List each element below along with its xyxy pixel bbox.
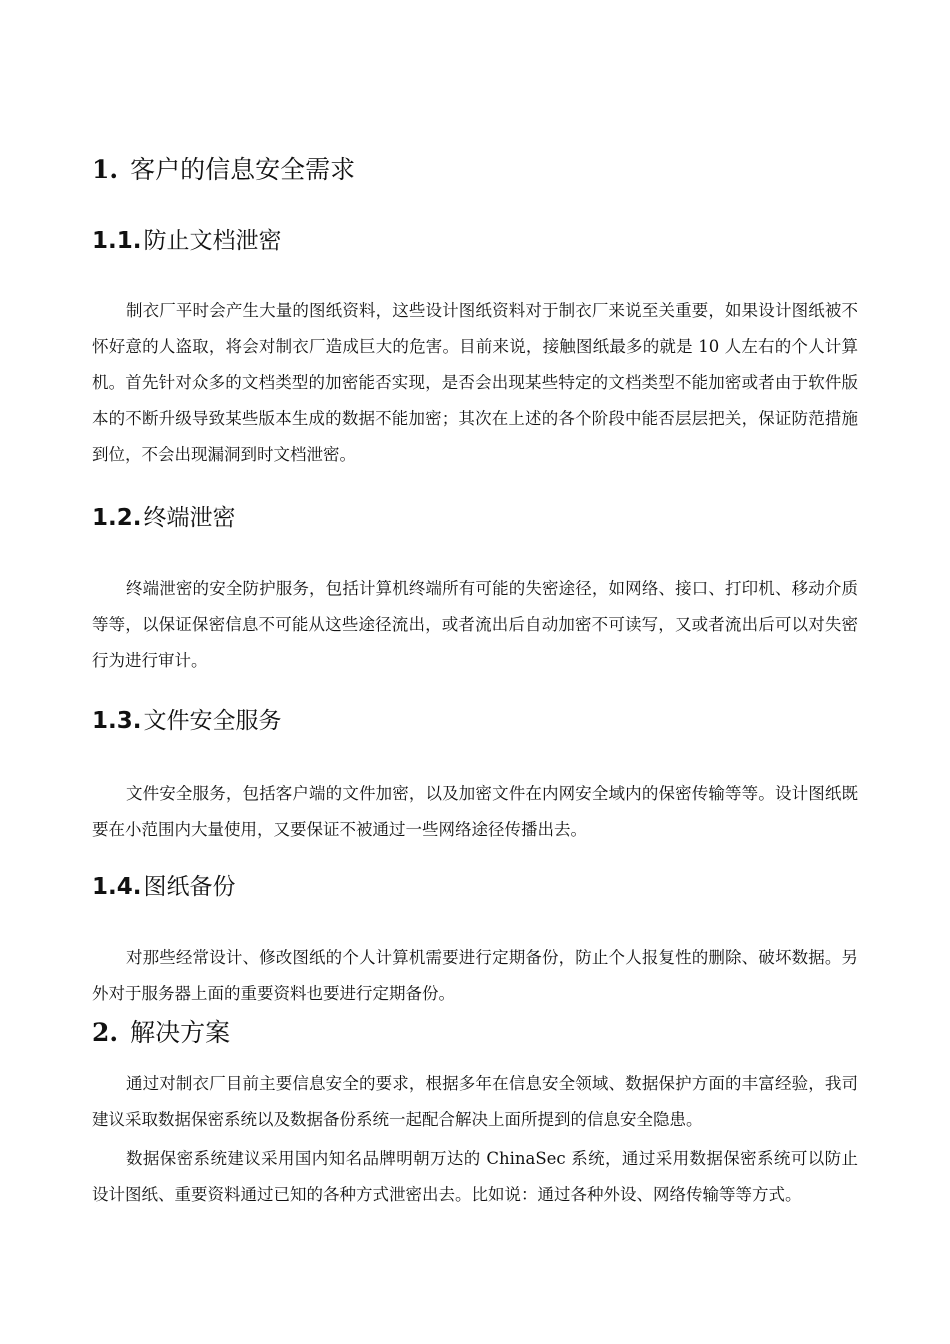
section-1-2-paragraph: 终端泄密的安全防护服务，包括计算机终端所有可能的失密途径，如网络、接口、打印机、移动介质等等，以保证保密信息不可能从这些途径流出，或者流出后自动加密不可读写，又或者流出后可以对失密行为进行审计。 — [92, 579, 858, 670]
section-2-title: 解决方案 — [130, 1018, 231, 1047]
section-1-3-number: 1.3. — [92, 708, 142, 734]
section-1-2-title: 终端泄密 — [143, 505, 236, 531]
section-1-4-number: 1.4. — [92, 874, 142, 900]
section-1-4-title: 图纸备份 — [143, 874, 236, 900]
section-1-heading — [92, 154, 355, 186]
section-1-4-heading — [92, 872, 235, 902]
section-1-number: 1. — [92, 155, 119, 184]
section-1-1-paragraph: 制衣厂平时会产生大量的图纸资料，这些设计图纸资料对于制衣厂来说至关重要，如果设计图纸被不怀好意的人盗取，将会对制衣厂造成巨大的危害。目前来说，接触图纸最多的就是 10 人左右的个人计算机。首先针对众多的文档类型的加密能否实现，是否会出现某些特定的文档类型不能加密或者由于软件版本的不断升级导致某些版本生成的数据不能加密；其次在上述的各个阶段中能否层层把关，保证防范措施到位，不会出现漏洞到时文档泄密。 — [92, 301, 858, 464]
section-1-title: 客户的信息安全需求 — [130, 155, 356, 184]
section-1-3-heading — [92, 706, 281, 736]
section-1-4-paragraph: 对那些经常设计、修改图纸的个人计算机需要进行定期备份，防止个人报复性的删除、破坏数据。另外对于服务器上面的重要资料也要进行定期备份。 — [92, 948, 858, 1003]
section-1-2-number: 1.2. — [92, 505, 142, 531]
section-1-1-heading — [92, 226, 281, 256]
section-1-3-paragraph: 文件安全服务，包括客户端的文件加密，以及加密文件在内网安全域内的保密传输等等。设计图纸既要在小范围内大量使用，又要保证不被通过一些网络途径传播出去。 — [92, 784, 858, 839]
section-1-2-heading — [92, 503, 235, 533]
section-2-heading — [92, 1017, 230, 1049]
section-2-paragraph-2: 数据保密系统建议采用国内知名品牌明朝万达的 ChinaSec 系统，通过采用数据保密系统可以防止设计图纸、重要资料通过已知的各种方式泄密出去。比如说：通过各种外设、网络传输等等方式。 — [92, 1149, 858, 1204]
section-1-1-title: 防止文档泄密 — [143, 228, 282, 254]
section-2-number: 2. — [92, 1018, 119, 1047]
section-2-paragraph-1: 通过对制衣厂目前主要信息安全的要求，根据多年在信息安全领域、数据保护方面的丰富经验，我司建议采取数据保密系统以及数据备份系统一起配合解决上面所提到的信息安全隐患。 — [92, 1074, 858, 1129]
section-1-1-number: 1.1. — [92, 228, 142, 254]
section-1-3-title: 文件安全服务 — [143, 708, 282, 734]
